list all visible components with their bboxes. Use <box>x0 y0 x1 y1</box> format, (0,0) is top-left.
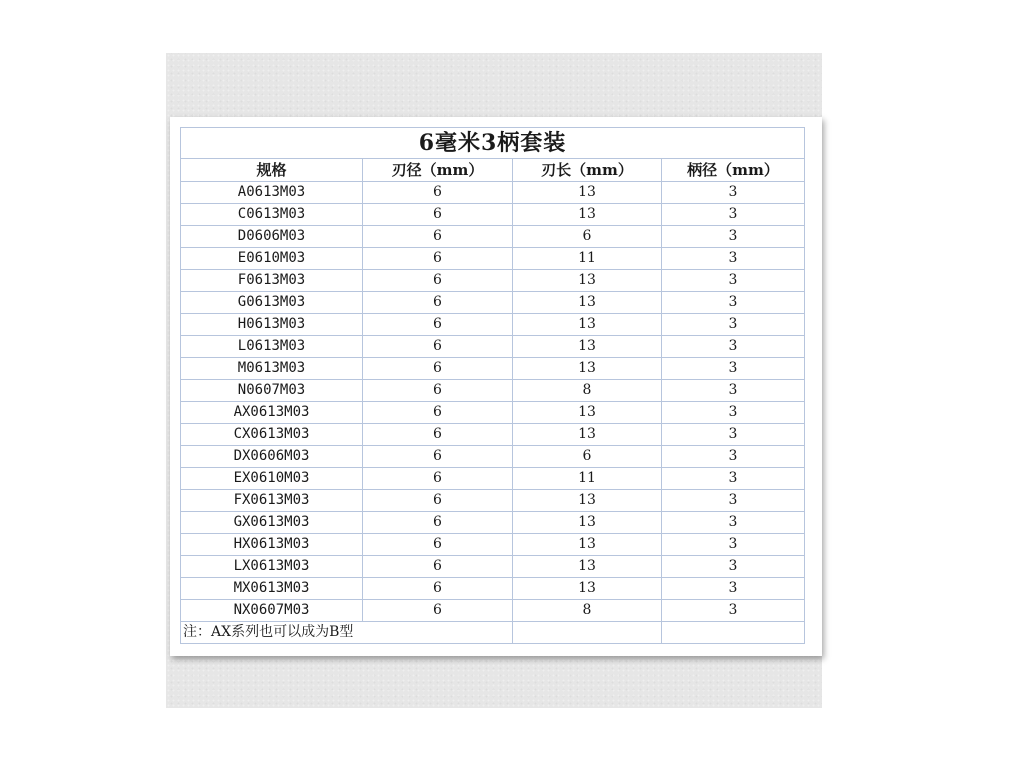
empty-cell <box>513 622 662 644</box>
cell-shank-diameter: 3 <box>662 534 805 556</box>
cell-blade-diameter: 6 <box>363 314 513 336</box>
cell-blade-length: 8 <box>513 600 662 622</box>
header-shank-diameter: 柄径（mm） <box>662 159 805 182</box>
table-row <box>181 226 805 248</box>
cell-blade-diameter: 6 <box>363 424 513 446</box>
cell-shank-diameter: 3 <box>662 380 805 402</box>
cell-model: FX0613M03 <box>181 490 363 512</box>
cell-shank-diameter: 3 <box>662 358 805 380</box>
cell-model: HX0613M03 <box>181 534 363 556</box>
cell-model: NX0607M03 <box>181 600 363 622</box>
cell-blade-diameter: 6 <box>363 556 513 578</box>
table-row <box>181 182 805 204</box>
note-row <box>181 622 805 644</box>
cell-blade-diameter: 6 <box>363 336 513 358</box>
cell-blade-diameter: 6 <box>363 270 513 292</box>
cell-model: C0613M03 <box>181 204 363 226</box>
table-row <box>181 270 805 292</box>
header-row <box>181 159 805 182</box>
cell-model: LX0613M03 <box>181 556 363 578</box>
cell-blade-diameter: 6 <box>363 578 513 600</box>
table-row <box>181 534 805 556</box>
cell-blade-length: 13 <box>513 336 662 358</box>
cell-shank-diameter: 3 <box>662 600 805 622</box>
cell-shank-diameter: 3 <box>662 468 805 490</box>
table-row <box>181 424 805 446</box>
cell-blade-diameter: 6 <box>363 248 513 270</box>
spec-table-body <box>181 128 805 644</box>
cell-blade-length: 13 <box>513 314 662 336</box>
cell-blade-length: 13 <box>513 182 662 204</box>
header-spec: 规格 <box>181 159 363 182</box>
cell-blade-length: 6 <box>513 446 662 468</box>
cell-blade-diameter: 6 <box>363 446 513 468</box>
cell-shank-diameter: 3 <box>662 248 805 270</box>
cell-blade-length: 13 <box>513 578 662 600</box>
cell-blade-length: 13 <box>513 292 662 314</box>
table-row <box>181 468 805 490</box>
cell-model: D0606M03 <box>181 226 363 248</box>
cell-model: G0613M03 <box>181 292 363 314</box>
cell-shank-diameter: 3 <box>662 292 805 314</box>
table-row <box>181 402 805 424</box>
cell-blade-diameter: 6 <box>363 380 513 402</box>
cell-model: F0613M03 <box>181 270 363 292</box>
cell-blade-diameter: 6 <box>363 204 513 226</box>
cell-model: L0613M03 <box>181 336 363 358</box>
cell-blade-diameter: 6 <box>363 292 513 314</box>
cell-blade-length: 13 <box>513 358 662 380</box>
table-row <box>181 336 805 358</box>
cell-model: A0613M03 <box>181 182 363 204</box>
table-row <box>181 204 805 226</box>
table-row <box>181 358 805 380</box>
cell-model: AX0613M03 <box>181 402 363 424</box>
cell-model: EX0610M03 <box>181 468 363 490</box>
cell-shank-diameter: 3 <box>662 226 805 248</box>
cell-shank-diameter: 3 <box>662 182 805 204</box>
title-row <box>181 128 805 159</box>
cell-blade-diameter: 6 <box>363 226 513 248</box>
header-blade-diameter: 刃径（mm） <box>363 159 513 182</box>
spec-table <box>180 127 805 644</box>
table-row <box>181 490 805 512</box>
cell-model: M0613M03 <box>181 358 363 380</box>
cell-model: E0610M03 <box>181 248 363 270</box>
cell-shank-diameter: 3 <box>662 490 805 512</box>
table-row <box>181 380 805 402</box>
table-row <box>181 314 805 336</box>
table-row <box>181 446 805 468</box>
table-row <box>181 512 805 534</box>
cell-shank-diameter: 3 <box>662 446 805 468</box>
cell-blade-length: 13 <box>513 424 662 446</box>
cell-shank-diameter: 3 <box>662 204 805 226</box>
table-row <box>181 578 805 600</box>
table-row <box>181 600 805 622</box>
cell-model: GX0613M03 <box>181 512 363 534</box>
cell-blade-length: 11 <box>513 468 662 490</box>
cell-blade-length: 13 <box>513 270 662 292</box>
cell-model: H0613M03 <box>181 314 363 336</box>
cell-shank-diameter: 3 <box>662 512 805 534</box>
cell-blade-diameter: 6 <box>363 490 513 512</box>
header-blade-length: 刃长（mm） <box>513 159 662 182</box>
table-title: 6毫米3柄套装 <box>181 128 805 159</box>
cell-shank-diameter: 3 <box>662 424 805 446</box>
cell-shank-diameter: 3 <box>662 556 805 578</box>
cell-blade-length: 6 <box>513 226 662 248</box>
table-note: 注：AX系列也可以成为B型 <box>181 622 513 644</box>
cell-blade-length: 13 <box>513 402 662 424</box>
cell-blade-length: 13 <box>513 512 662 534</box>
cell-blade-diameter: 6 <box>363 182 513 204</box>
cell-model: N0607M03 <box>181 380 363 402</box>
cell-blade-length: 11 <box>513 248 662 270</box>
cell-blade-diameter: 6 <box>363 600 513 622</box>
cell-blade-diameter: 6 <box>363 358 513 380</box>
table-row <box>181 556 805 578</box>
cell-blade-diameter: 6 <box>363 534 513 556</box>
cell-blade-length: 13 <box>513 556 662 578</box>
cell-blade-length: 13 <box>513 490 662 512</box>
empty-cell <box>662 622 805 644</box>
cell-blade-length: 13 <box>513 534 662 556</box>
table-row <box>181 292 805 314</box>
cell-shank-diameter: 3 <box>662 270 805 292</box>
cell-model: CX0613M03 <box>181 424 363 446</box>
cell-blade-length: 8 <box>513 380 662 402</box>
cell-blade-length: 13 <box>513 204 662 226</box>
table-row <box>181 248 805 270</box>
cell-blade-diameter: 6 <box>363 402 513 424</box>
cell-model: MX0613M03 <box>181 578 363 600</box>
cell-blade-diameter: 6 <box>363 512 513 534</box>
cell-blade-diameter: 6 <box>363 468 513 490</box>
cell-shank-diameter: 3 <box>662 578 805 600</box>
cell-shank-diameter: 3 <box>662 336 805 358</box>
cell-model: DX0606M03 <box>181 446 363 468</box>
cell-shank-diameter: 3 <box>662 314 805 336</box>
cell-shank-diameter: 3 <box>662 402 805 424</box>
